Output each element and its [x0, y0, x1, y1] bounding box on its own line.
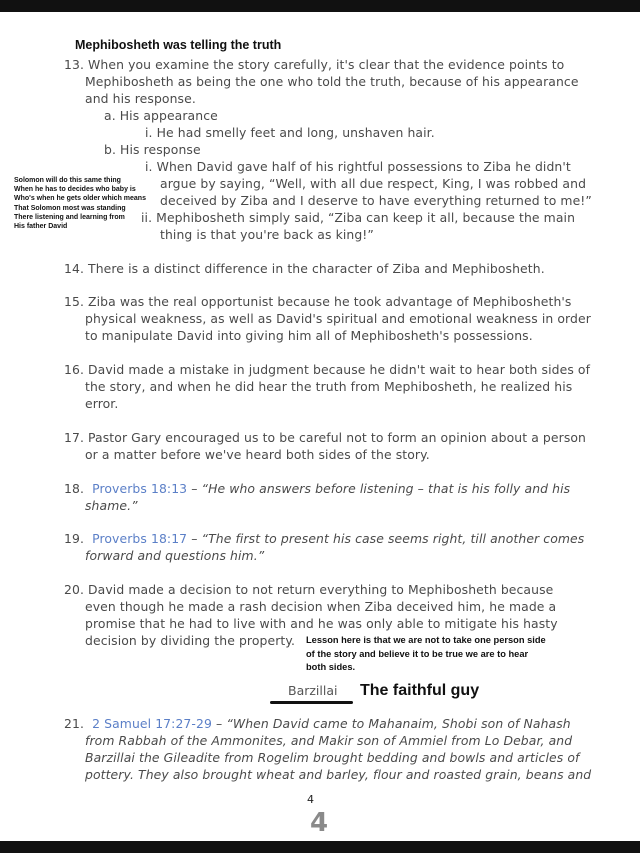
handwritten-lesson-note: [306, 634, 546, 675]
proverbs-18-17-link[interactable]: Proverbs 18:17: [92, 531, 188, 546]
side-note-line: When he has to decides who baby is: [14, 186, 136, 194]
side-note-line: There listening and learning from: [14, 213, 125, 221]
lesson-note-line: Lesson here is that we are not to take one person side: [306, 635, 546, 645]
item-18-line-1: [64, 481, 570, 496]
page-number-small: 4: [307, 793, 314, 806]
item-15-line-2: physical weakness, as well as David's spiritual and emotional weakness in order: [85, 311, 591, 326]
item-19-quote-2: forward and questions him.”: [85, 548, 265, 563]
handwritten-faithful-note: The faithful guy: [360, 682, 480, 699]
side-note-line: That Solomon most was standing: [14, 204, 126, 212]
item-21-dash: –: [211, 716, 227, 731]
side-note-line: His father David: [14, 223, 68, 231]
item-16-line-2: the story, and when he did hear the truth from Mephibosheth, he realized his: [85, 379, 573, 394]
item-21-number: 21.: [64, 716, 85, 731]
lesson-note-line: of the story and believe it to be true we are to hear: [306, 648, 529, 659]
item-19-number: 19.: [64, 531, 85, 546]
item-13-b-i-line-3: deceived by Ziba and I deserve to have everything returned to me!”: [160, 193, 592, 208]
top-bezel: [0, 0, 640, 12]
item-16-line-1: 16. David made a mistake in judgment because he didn't wait to hear both sides of: [64, 362, 591, 377]
item-17-line-2: or a matter before we've heard both sides of the story.: [85, 447, 430, 462]
item-15-line-1: 15. Ziba was the real opportunist because he took advantage of Mephibosheth's: [64, 294, 572, 309]
item-21-line-1: [64, 716, 571, 731]
item-13-line-1: 13. When you examine the story carefully, it's clear that the evidence points to: [64, 57, 565, 72]
item-19-line-1: [64, 531, 584, 546]
side-note-line: Who's when he gets older which means: [14, 195, 146, 203]
item-13-b-label: b. His response: [104, 142, 201, 157]
item-13-b-ii-line-1: ii. Mephibosheth simply said, “Ziba can keep it all, because the main: [141, 210, 576, 225]
item-15-line-3: to manipulate David into giving him all of Mephibosheth's possessions.: [85, 328, 533, 343]
item-13-b-i-line-2: argue by saying, “Well, with all due respect, King, I was robbed and: [160, 176, 587, 191]
item-14: 14. There is a distinct difference in the character of Ziba and Mephibosheth.: [64, 261, 545, 276]
handwritten-side-note: [14, 176, 146, 231]
handwritten-underline: [270, 701, 353, 704]
barzillai-label: Barzillai: [288, 683, 338, 698]
item-17-line-1: 17. Pastor Gary encouraged us to be careful not to form an opinion about a person: [64, 430, 587, 445]
item-19-dash: –: [187, 531, 202, 546]
page-number-large: 4: [310, 808, 329, 838]
item-20-line-4: decision by dividing the property.: [85, 633, 296, 648]
2-samuel-17-27-29-link[interactable]: 2 Samuel 17:27-29: [92, 716, 212, 731]
item-21-quote-3: Barzillai the Gileadite from Rogelim brought bedding and bowls and articles of: [85, 750, 580, 765]
lesson-note-line: both sides.: [306, 662, 356, 672]
side-note-line: Solomon will do this same thing: [14, 177, 121, 184]
item-21-quote-1: “When David came to Mahanaim, Shobi son of Nahash: [226, 716, 571, 731]
item-18-number: 18.: [64, 481, 85, 496]
handwritten-header-note: Mephibosheth was telling the truth: [75, 38, 282, 52]
item-13-a-i: i. He had smelly feet and long, unshaven hair.: [145, 125, 435, 140]
item-19-quote-1: “The first to present his case seems right, till another comes: [201, 531, 585, 546]
item-20-line-1: 20. David made a decision to not return everything to Mephibosheth because: [64, 582, 554, 597]
item-21-quote-4: pottery. They also brought wheat and barley, flour and roasted grain, beans and: [85, 767, 592, 782]
item-21-quote-2: from Rabbah of the Ammonites, and Makir son of Ammiel from Lo Debar, and: [85, 733, 573, 748]
item-13-b-i-line-1: i. When David gave half of his rightful possessions to Ziba he didn't: [145, 159, 571, 174]
item-13-a-label: a. His appearance: [104, 108, 218, 123]
item-20-line-3: promise that he had to live with and he was only able to mitigate his hasty: [85, 616, 558, 631]
bottom-bezel: [0, 841, 640, 853]
item-20-line-2: even though he made a rash decision when Ziba deceived him, he made a: [85, 599, 557, 614]
item-18-dash: –: [187, 481, 202, 496]
item-18-quote-1: “He who answers before listening – that is his folly and his: [201, 481, 571, 496]
proverbs-18-13-link[interactable]: Proverbs 18:13: [92, 481, 188, 496]
item-13-line-3: and his response.: [85, 91, 196, 106]
item-16-line-3: error.: [85, 396, 119, 411]
item-18-quote-2: shame.”: [85, 498, 138, 513]
item-13-b-ii-line-2: thing is that you're back as king!”: [160, 227, 374, 242]
item-13-line-2: Mephibosheth as being the one who told the truth, because of his appearance: [85, 74, 579, 89]
